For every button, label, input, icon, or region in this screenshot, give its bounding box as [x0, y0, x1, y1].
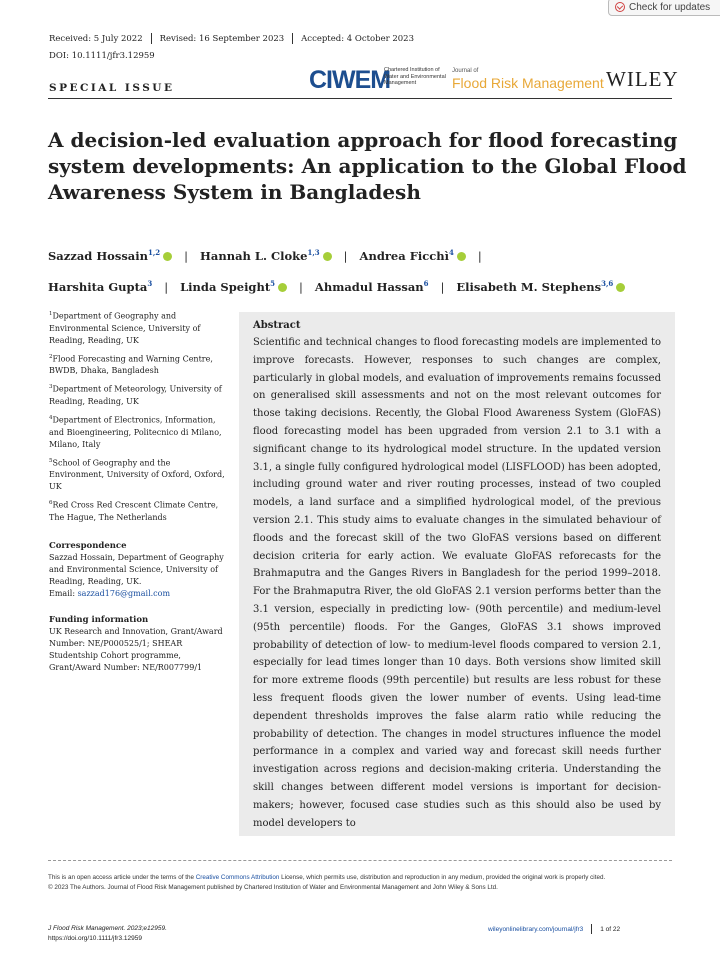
author-list: Sazzad Hossain$^{1,2}$ | Hannah L. Cloke$^{1,3}$ | Andrea Ficchì$^4$ | Harshita Gupta$^3$ | Linda Speight$^5$ | Ahmadul Hassan$^6$ | Elisabeth M. Stephens$^{3,6}$: [48, 239, 688, 301]
orcid-icon[interactable]: [163, 252, 172, 261]
correspondence-text: Sazzad Hossain, Department of Geography and Environmental Science, University of Reading, Reading, UK.: [49, 552, 224, 586]
affiliation: $^4$Department of Electronics, Information, and Bioengineering, Politecnico di Milano, Milano, Italy: [49, 414, 222, 449]
divider: [591, 924, 592, 934]
author[interactable]: Sazzad Hossain$^{1,2}$: [48, 249, 172, 263]
orcid-icon[interactable]: [278, 283, 287, 292]
correspondence-email: Email: sazzad176@gmail.com: [49, 588, 171, 598]
footnote-divider: [48, 860, 672, 861]
divider: [151, 33, 152, 44]
abstract-panel: [239, 312, 675, 836]
footer-right: [488, 924, 620, 934]
author[interactable]: Ahmadul Hassan$^6$: [314, 278, 429, 294]
sidebar-info: [49, 308, 227, 674]
author[interactable]: Harshita Gupta$^3$: [48, 278, 153, 294]
affiliation: $^2$Flood Forecasting and Warning Centre, BWDB, Dhaka, Bangladesh: [49, 353, 213, 376]
author[interactable]: Andrea Ficchì$^4$: [360, 249, 466, 263]
accepted-date: Accepted: 4 October 2023: [301, 33, 414, 44]
affiliation: $^1$Department of Geography and Environmental Science, University of Reading, Reading, UK: [49, 311, 201, 345]
journal-of-label: Journal of: [452, 68, 479, 74]
header-rule: [48, 98, 672, 99]
article-dates: [49, 33, 414, 44]
wiley-logo: WILEY: [606, 67, 679, 91]
email-link[interactable]: sazzad176@gmail.com: [77, 588, 171, 598]
orcid-icon[interactable]: [323, 252, 332, 261]
license-footnote: This is an open access article under the terms of the Creative Commons Attribution License, which permits use, distribution and reproduction in any medium, provided the original work is properly cited. © 2023 The Authors. Journal of Flood Risk Management published by Chartered Institution of Water and Environmental Management and John Wiley & Sons Ltd.: [48, 873, 678, 893]
ciwem-subtitle: Chartered Institution of Water and Environmental Management: [384, 67, 446, 86]
author[interactable]: Hannah L. Cloke$^{1,3}$: [200, 249, 332, 263]
author[interactable]: Elisabeth M. Stephens$^{3,6}$: [456, 280, 625, 294]
abstract-heading: Abstract: [253, 320, 301, 331]
copyright: © 2023 The Authors. Journal of Flood Risk Management published by Chartered Institution of Water and Environmental Management and John Wiley & Sons Ltd.: [48, 884, 498, 891]
received-date: Received: 5 July 2022: [49, 33, 143, 44]
orcid-icon[interactable]: [457, 252, 466, 261]
check-icon: [615, 2, 625, 12]
funding-text: UK Research and Innovation, Grant/Award Number: NE/P000525/1; SHEAR Studentship Cohort programme, Grant/Award Number: NE/R007799/1: [49, 626, 223, 672]
check-for-updates-button[interactable]: [608, 0, 720, 16]
ciwem-logo: CIWEM: [309, 66, 391, 94]
footer-citation: J Flood Risk Management. 2023;e12959. https://doi.org/10.1111/jfr3.12959: [48, 925, 167, 942]
correspondence-heading: Correspondence: [49, 540, 127, 551]
cc-license-link[interactable]: Creative Commons Attribution: [195, 874, 280, 881]
section-label: SPECIAL ISSUE: [49, 82, 175, 94]
author[interactable]: Linda Speight$^5$: [180, 280, 287, 294]
page-number: 1 of 22: [600, 925, 621, 933]
journal-logo: Flood Risk Management: [452, 75, 604, 91]
orcid-icon[interactable]: [616, 283, 625, 292]
doi: DOI: 10.1111/jfr3.12959: [49, 51, 155, 61]
affiliation: $^6$Red Cross Red Crescent Climate Centre, The Hague, The Netherlands: [49, 500, 219, 522]
abstract-text: Scientific and technical changes to flood forecasting models are implemented to improve forecasts. However, responses to such changes are complex, particularly in global models, and evaluation of improvements remains focussed on generalised skill assessments and not on the most relevant outcomes for those taking decisions. Recently, the Global Flood Awareness System (GloFAS) flood forecasting model has been upgraded from version 2.1 to 3.1 with a significant change to its hydrological model structure. In the updated version 3.1, a single fully configured hydrological model (LISFLOOD) has been adopted, including ground water and river routing processes, instead of two coupled models, a land surface and a simplified hydrological model, of the previous version 2.1. This study aims to evaluate changes in the simulated behaviour of floods and the forecast skill of the two GloFAS versions based on different decision criteria for early action. We evaluate GloFAS reforecasts for the Brahmaputra and the Ganges Rivers in Bangladesh for the period 1999–2018. For the Brahmaputra River, the old GloFAS 2.1 version performs better than the 3.1 version, especially in predicting low- (90th percentile) and medium-level (95th percentile) floods. For the Ganges, GloFAS 3.1 shows improved probability of detection of low- to medium-level floods compared to version 2.1, especially for lead times longer than 10 days. Both versions show limited skill for more extreme floods (99th percentile) but results are less robust for these less frequent floods given the lower number of events. Using lead-time dependent thresholds improves the false alarm ratio while reducing the probability of detection. The changes in model structures influence the model performance in a complex and varied way and forecast skill needs further investigation across regions and decision-making criteria. Understanding the skill changes between different model versions is important for decision-makers; however, focused case studies such as this should also be used by model developers to: [253, 337, 661, 829]
divider: [292, 33, 293, 44]
journal-site-link[interactable]: wileyonlinelibrary.com/journal/jfr3: [488, 925, 584, 933]
doi-link[interactable]: https://doi.org/10.1111/jfr3.12959: [48, 935, 142, 942]
funding-heading: Funding information: [49, 614, 149, 625]
article-title: A decision-led evaluation approach for flood forecasting system developments: An application to the Global Flood Awareness System in Bangladesh: [48, 128, 687, 204]
affiliation: $^3$Department of Meteorology, University of Reading, Reading, UK: [49, 384, 222, 406]
revised-date: Revised: 16 September 2023: [159, 33, 285, 44]
affiliation: $^5$School of Geography and the Environment, University of Oxford, Oxford, UK: [49, 457, 225, 492]
check-for-updates-label: Check for updates: [629, 1, 711, 13]
